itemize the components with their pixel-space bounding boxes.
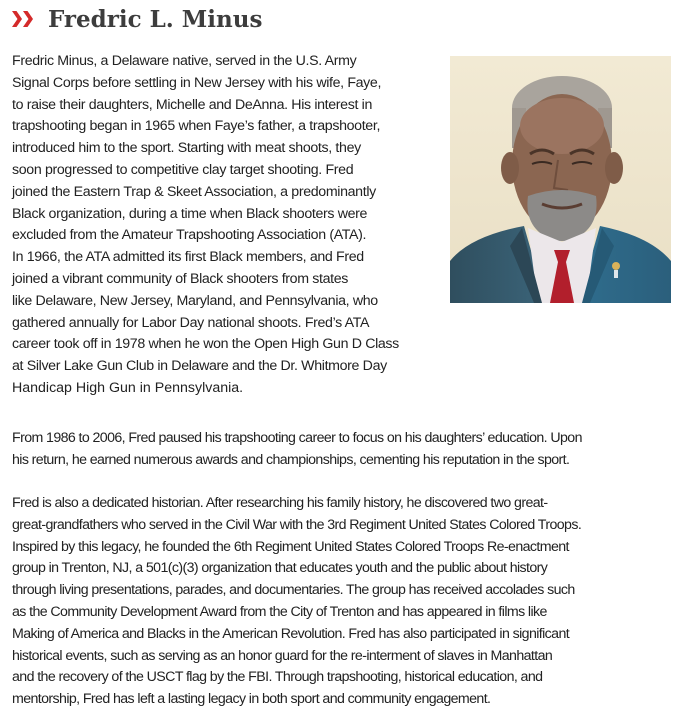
text-line: historical events, such as serving as an honor guard for the re-interment of slaves in Manhattan [12, 647, 553, 664]
text-line: his return, he earned numerous awards and championships, cementing his reputation in the sport. [12, 451, 570, 468]
text-line: as the Community Development Award from the City of Trenton and has appeared in films like [12, 603, 547, 620]
text-line: trapshooting began in 1965 when Faye’s father, a trapshooter, [12, 118, 381, 135]
double-chevron-right-icon [12, 11, 34, 27]
text-line: gathered annually for Labor Day national shoots. Fred’s ATA [12, 314, 370, 331]
text-line: In 1966, the ATA admitted its first Black members, and Fred [12, 249, 364, 266]
text-line: great-grandfathers who served in the Civil War with the 3rd Regiment United States Colored Troops. [12, 516, 582, 533]
text-line: Black organization, during a time when Black shooters were [12, 205, 368, 222]
text-line: group in Trenton, NJ, a 501(c)(3) organization that educates youth and the public about history [12, 560, 548, 577]
text-line: excluded from the Amateur Trapshooting Association (ATA). [12, 227, 367, 244]
text-line: through living presentations, parades, and documentaries. The group has received accolades such [12, 582, 575, 599]
text-line: Handicap High Gun in Pennsylvania. [12, 379, 244, 396]
page-header [12, 4, 262, 34]
chevron-icon [23, 11, 33, 27]
text-line: joined a vibrant community of Black shooters from states [12, 270, 349, 287]
text-line: Signal Corps before settling in New Jersey with his wife, Faye, [12, 74, 382, 91]
portrait-photo [450, 56, 671, 303]
text-line: joined the Eastern Trap & Skeet Association, a predominantly [12, 183, 376, 200]
page-title: Fredric L. Minus [48, 5, 263, 33]
text-line: soon progressed to competitive clay target shooting. Fred [12, 161, 354, 178]
portrait-illustration [450, 56, 671, 303]
text-line: career took off in 1978 when he won the Open High Gun D Class [12, 336, 399, 353]
bio-paragraph-1 [12, 51, 442, 400]
text-line: at Silver Lake Gun Club in Delaware and the Dr. Whitmore Day [12, 358, 387, 375]
text-line: From 1986 to 2006, Fred paused his trapshooting career to focus on his daughters’ education. Upon [12, 430, 582, 446]
text-line: and the recovery of the USCT flag by the FBI. Through trapshooting, historical education, and [12, 669, 543, 686]
text-line: Inspired by this legacy, he founded the 6th Regiment United States Colored Troops Re-enactment [12, 538, 569, 555]
chevron-icon [12, 11, 22, 27]
text-line: like Delaware, New Jersey, Maryland, and Pennsylvania, who [12, 292, 378, 309]
text-line: Making of America and Blacks in the American Revolution. Fred has also participated in significant [12, 625, 570, 642]
text-line: mentorship, Fred has left a lasting legacy in both sport and community engagement. [12, 691, 491, 708]
bio-paragraph-2 [12, 428, 682, 472]
bio-paragraph-3 [12, 493, 682, 711]
text-line: Fred is also a dedicated historian. After researching his family history, he discovered two great- [12, 495, 548, 511]
text-line: introduced him to the sport. Starting with meat shoots, they [12, 140, 361, 157]
text-line: to raise their daughters, Michelle and DeAnna. His interest in [12, 96, 372, 113]
text-line: Fredric Minus, a Delaware native, served in the U.S. Army [12, 53, 357, 69]
